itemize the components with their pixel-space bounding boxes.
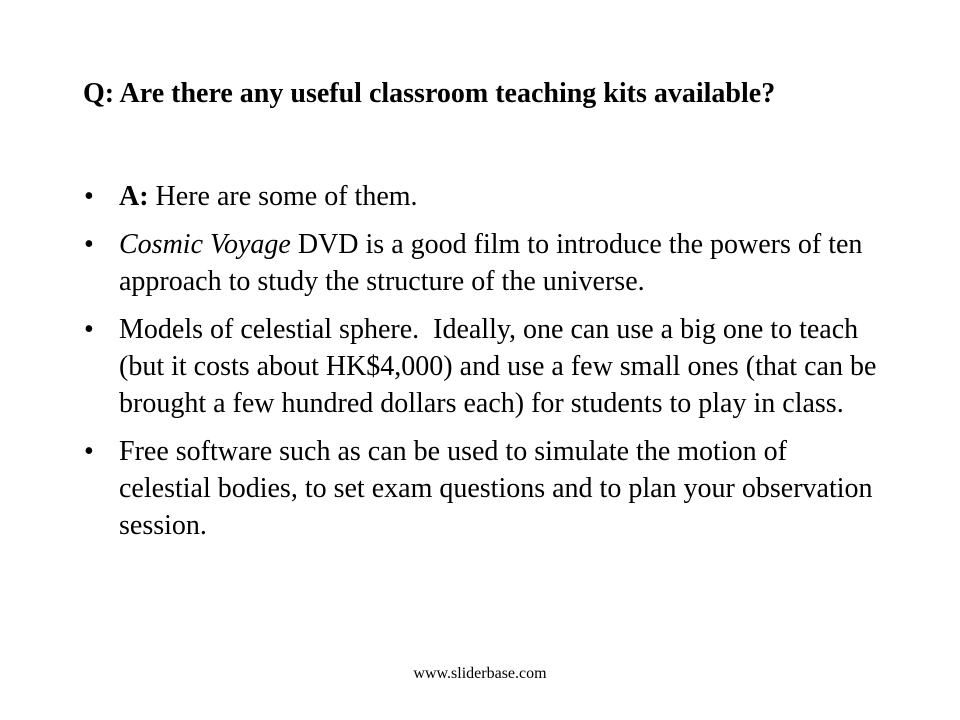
footer-url: www.sliderbase.com: [413, 665, 547, 682]
answer-prefix: A:: [119, 181, 149, 212]
film-title: Cosmic Voyage: [119, 229, 291, 260]
bullet-text: DVD is a good film to introduce the powers of ten approach to study the structure of the universe.: [119, 229, 863, 297]
bullet-dot-icon: •: [84, 181, 94, 212]
bullet-item-answer: [84, 178, 884, 215]
bullet-text: Here are some of them.: [148, 181, 418, 212]
bullet-text: Models of celestial sphere. Ideally, one can use a big one to teach (but it costs about HK$4,000) and use a few small ones (that can be brought a few hundred dollars each) for students to play in class.: [119, 314, 884, 419]
slide-title: Q: Are there any useful classroom teaching kits available?: [83, 78, 776, 109]
bullet-dot-icon: •: [84, 229, 94, 260]
bullet-dot-icon: •: [84, 314, 94, 345]
bullet-item-celestial-sphere: [84, 311, 884, 422]
bullet-text: Free software such as can be used to simulate the motion of celestial bodies, to set exam questions and to plan your observation session.: [119, 436, 873, 541]
bullet-item-free-software: [84, 433, 884, 544]
bullet-dot-icon: •: [84, 436, 94, 467]
bullet-list: [84, 178, 884, 555]
bullet-item-cosmic-voyage: [84, 226, 884, 300]
